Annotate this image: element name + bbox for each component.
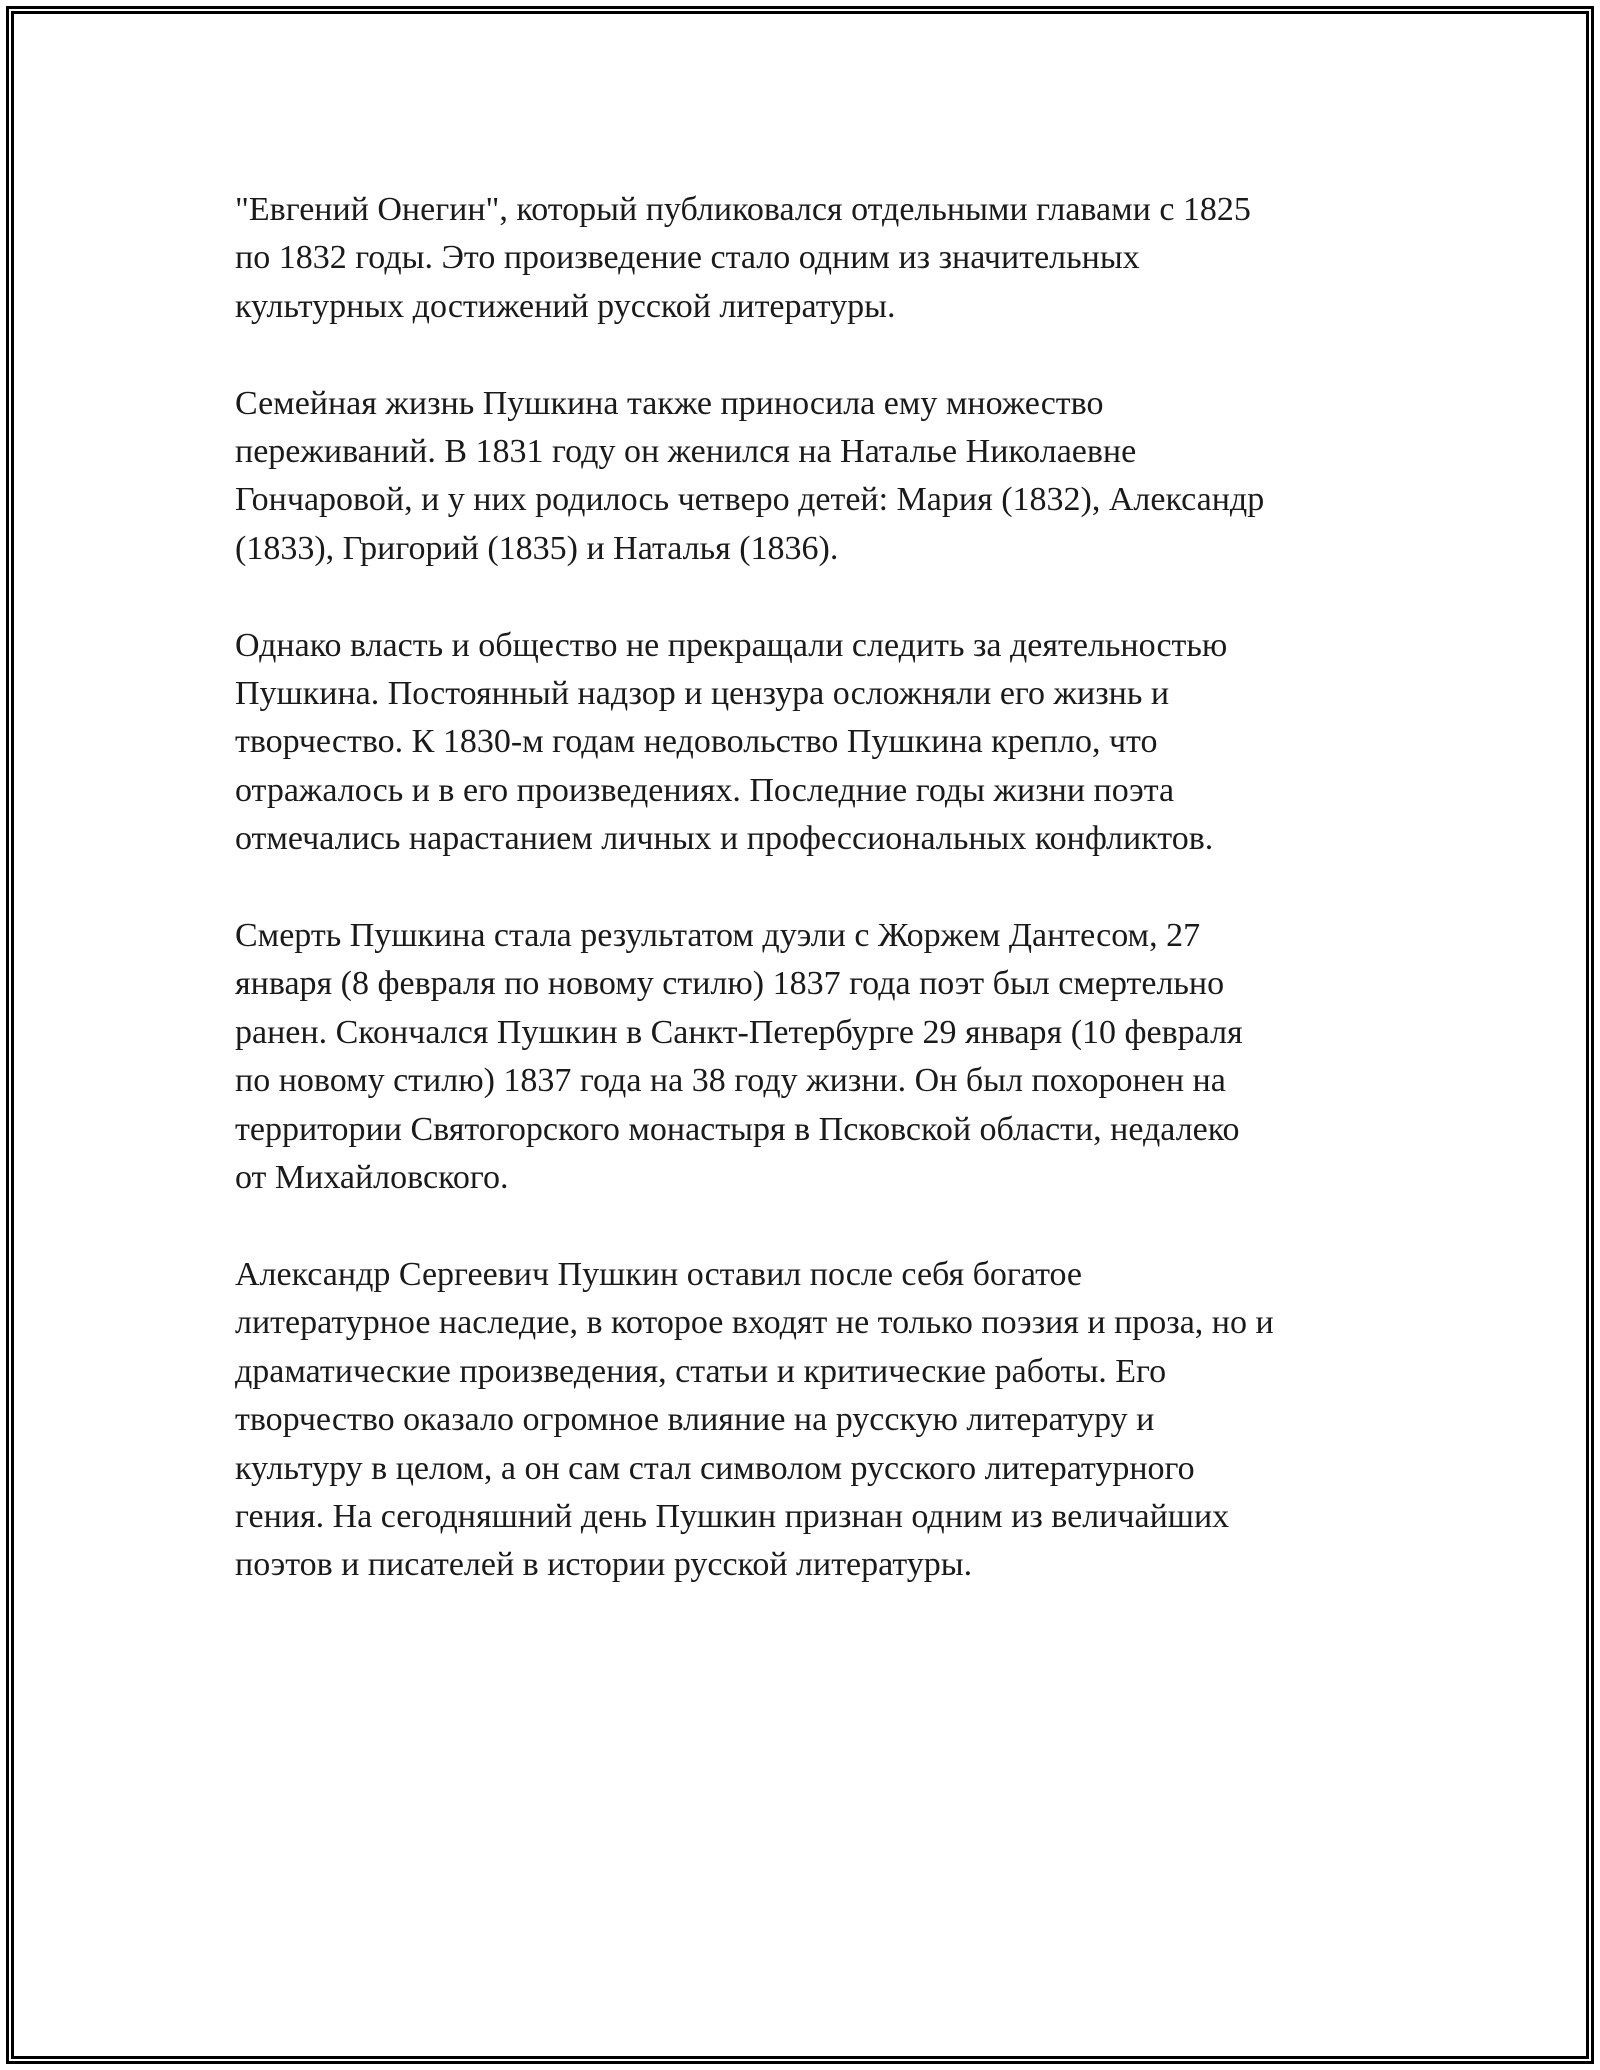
paragraph-legacy: Александр Сергеевич Пушкин оставил после себя богатое литературное наследие, в которое входят не только поэзия и проза, но и драматические произведения, статьи и критические работы. Его творчество оказало огромное влияние на русскую литературу и культуру в целом, а он сам стал символом русского литературного гения. На сегодняшний день Пушкин признан одним из величайших поэтов и писателей в истории русской литературы. [235, 1255, 1274, 1584]
paragraph-onegin: "Евгений Онегин", который публиковался отдельными главами с 1825 по 1832 годы. Это произведение стало одним из значительных культурных достижений русской литературы. [235, 191, 1251, 325]
paragraph-family-life: Семейная жизнь Пушкина также приносила ему множество переживаний. В 1831 году он женился на Наталье Николаевне Гончаровой, и у них родилось четверо детей: Мария (1832), Александр (1833), Григорий (1835) и Наталья (1836). [235, 384, 1265, 567]
document-body [235, 186, 1395, 1638]
paragraph-censorship: Однако власть и общество не прекращали следить за деятельностью Пушкина. Постоянный надзор и цензура осложняли его жизнь и творчество. К 1830-м годам недовольство Пушкина крепло, что отражалось и в его произведениях. Последние годы жизни поэта отмечались нарастанием личных и профессиональных конфликтов. [235, 626, 1228, 858]
paragraph-death: Смерть Пушкина стала результатом дуэли с Жоржем Дантесом, 27 января (8 февраля по новому стилю) 1837 года поэт был смертельно ранен. Скончался Пушкин в Санкт-Петербурге 29 января (10 февраля по новому стилю) 1837 года на 38 году жизни. Он был похоронен на территории Святогорского монастыря в Псковской области, недалеко от Михайловского. [235, 917, 1243, 1197]
